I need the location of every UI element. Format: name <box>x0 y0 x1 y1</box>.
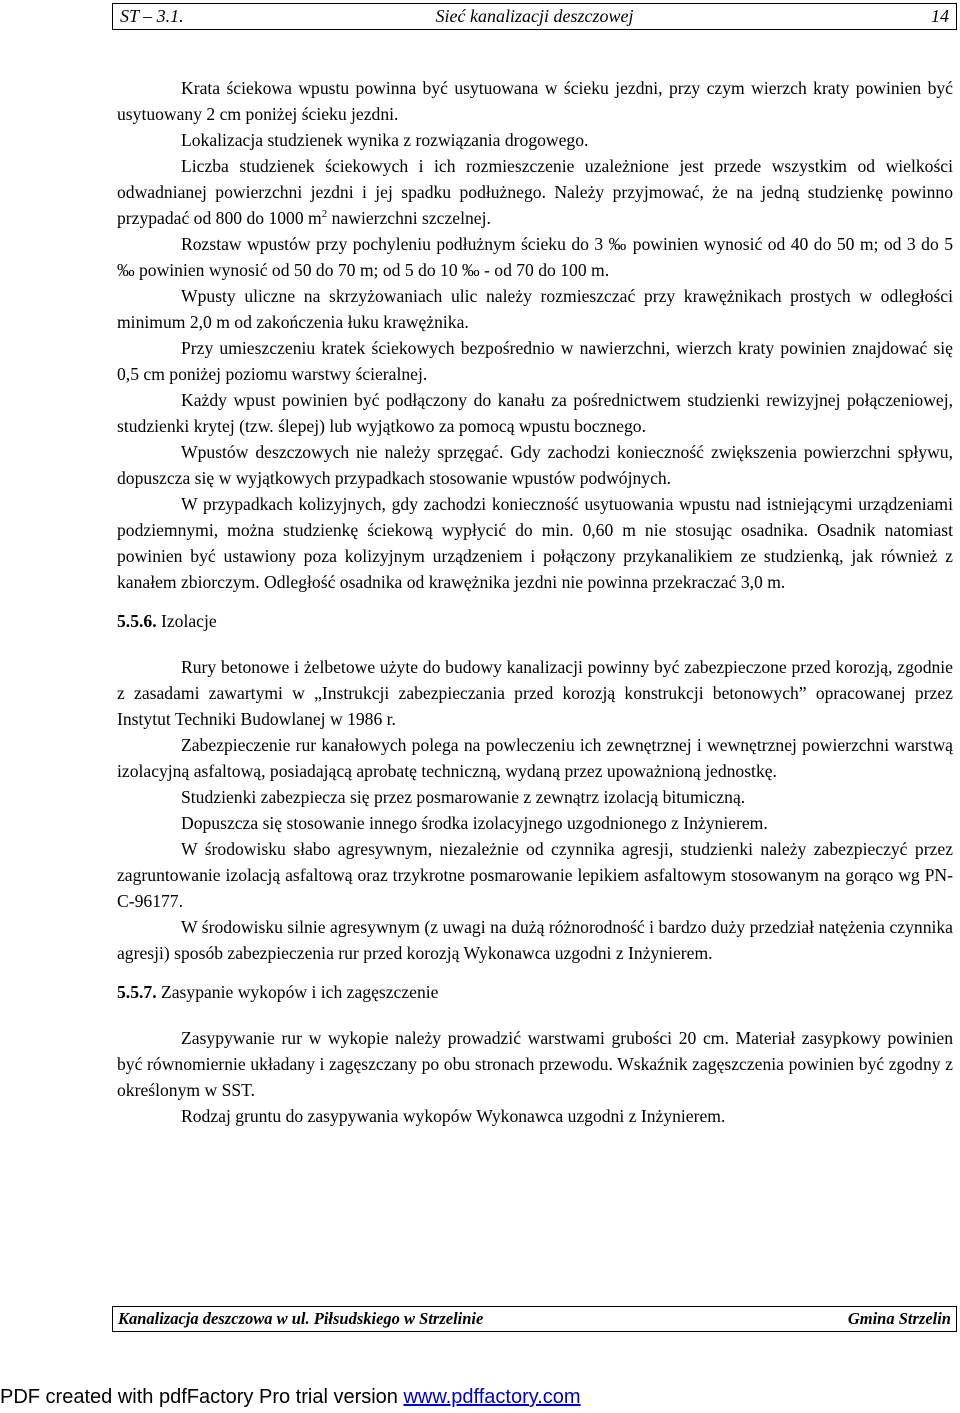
paragraph: Rozstaw wpustów przy pochyleniu podłużnym ścieku do 3 ‰ powinien wynosić od 40 do 50 m; od 3 do 5 ‰ powinien wynosić od 50 do 70 m; od 5 do 10 ‰ - od 70 do 100 m. <box>117 234 953 280</box>
section-number: 5.5.6. <box>117 611 157 631</box>
paragraph: Dopuszcza się stosowanie innego środka izolacyjnego uzgodnionego z Inżynierem. <box>181 813 768 833</box>
page-number: 14 <box>931 6 949 26</box>
paragraph: Rury betonowe i żelbetowe użyte do budowy kanalizacji powinny być zabezpieczone przed korozją, zgodnie z zasadami zawartymi w „Instrukcji zabezpieczania przed korozją konstrukcji betonowych” opracowanej przez Instytut Techniki Budowlanej w 1986 r. <box>117 657 953 729</box>
paragraph: Wpustów deszczowych nie należy sprzęgać. Gdy zachodzi konieczność zwiększenia powierzchni spływu, dopuszcza się w wyjątkowych przypadkach stosowanie wpustów podwójnych. <box>117 442 953 488</box>
pdffactory-link[interactable]: www.pdffactory.com <box>403 1386 581 1408</box>
header-spec-code: ST – 3.1. <box>120 6 184 26</box>
paragraph: Przy umieszczeniu kratek ściekowych bezpośrednio w nawierzchni, wierzch kraty powinien znajdować się 0,5 cm poniżej poziomu warstwy ścieralnej. <box>117 338 953 384</box>
paragraph: Każdy wpust powinien być podłączony do kanału za pośrednictwem studzienki rewizyjnej połączeniowej, studzienki krytej (tzw. ślepej) lub wyjątkowo za pomocą wpustu bocznego. <box>117 390 953 436</box>
paragraph: Krata ściekowa wpustu powinna być usytuowana w ścieku jezdni, przy czym wierzch kraty powinien być usytuowany 2 cm poniżej ścieku jezdni. <box>117 78 953 124</box>
paragraph-text: nawierzchni szczelnej. <box>327 208 491 228</box>
section-title: Zasypanie wykopów i ich zagęszczenie <box>156 982 439 1002</box>
section-heading-5-5-6 <box>117 608 953 634</box>
paragraph: Rodzaj gruntu do zasypywania wykopów Wykonawca uzgodni z Inżynierem. <box>181 1106 726 1126</box>
paragraph: Zasypywanie rur w wykopie należy prowadzić warstwami grubości 20 cm. Materiał zasypkowy powinien być równomiernie układany i zagęszczany po obu stronach przewodu. Wskaźnik zagęszczenia powinien być zgodny z określonym w SST. <box>117 1028 953 1100</box>
superscript: 2 <box>321 208 328 220</box>
section-number: 5.5.7. <box>117 982 157 1002</box>
pdf-note-text: PDF created with pdfFactory Pro trial version <box>0 1386 404 1408</box>
paragraph <box>117 153 953 231</box>
section-title: Izolacje <box>156 611 217 631</box>
document-body <box>117 75 953 1129</box>
paragraph: W środowisku silnie agresywnym (z uwagi na dużą różnorodność i bardzo duży przedział natężenia czynnika agresji) sposób zabezpieczenia rur przed korozją Wykonawca uzgodni z Inżynierem. <box>117 917 953 963</box>
section-heading-5-5-7 <box>117 979 953 1005</box>
page-header <box>112 3 957 30</box>
paragraph: Zabezpieczenie rur kanałowych polega na powleczeniu ich zewnętrznej i wewnętrznej powierzchni warstwą izolacyjną asfaltową, posiadającą aprobatę techniczną, wydaną przez upoważnioną jednostkę. <box>117 735 953 781</box>
pdf-creator-note <box>0 1385 581 1409</box>
page-footer <box>112 1306 957 1332</box>
paragraph: W środowisku słabo agresywnym, niezależnie od czynnika agresji, studzienki należy zabezpieczyć przez zagruntowanie izolacją asfaltową oraz trzykrotne posmarowanie lepikiem asfaltowym stosowanym na gorąco wg PN-C-96177. <box>117 839 953 911</box>
paragraph-text: Liczba studzienek ściekowych i ich rozmieszczenie uzależnione jest przede wszystkim od wielkości odwadnianej powierzchni jezdni i jej spadku podłużnego. Należy przyjmować, że na jedną studzienkę powinno przypadać od 800 do 1000 m <box>117 156 953 228</box>
header-title: Sieć kanalizacji deszczowej <box>435 6 634 26</box>
paragraph: Studzienki zabezpiecza się przez posmarowanie z zewnątrz izolacją bitumiczną. <box>181 787 746 807</box>
paragraph: Wpusty uliczne na skrzyżowaniach ulic należy rozmieszczać przy krawężnikach prostych w odległości minimum 2,0 m od zakończenia łuku krawężnika. <box>117 286 953 332</box>
footer-investor: Gmina Strzelin <box>847 1309 951 1328</box>
footer-project-name: Kanalizacja deszczowa w ul. Piłsudskiego w Strzelinie <box>118 1309 484 1328</box>
paragraph: Lokalizacja studzienek wynika z rozwiązania drogowego. <box>181 130 589 150</box>
paragraph: W przypadkach kolizyjnych, gdy zachodzi konieczność usytuowania wpustu nad istniejącymi urządzeniami podziemnymi, można studzienkę ściekową wypłycić do min. 0,60 m nie stosując osadnika. Osadnik natomiast powinien być ustawiony poza kolizyjnym urządzeniem i połączony przykanalikiem ze studzienką, jak również z kanałem zbiorczym. Odległość osadnika od krawężnika jezdni nie powinna przekraczać 3,0 m. <box>117 494 953 592</box>
